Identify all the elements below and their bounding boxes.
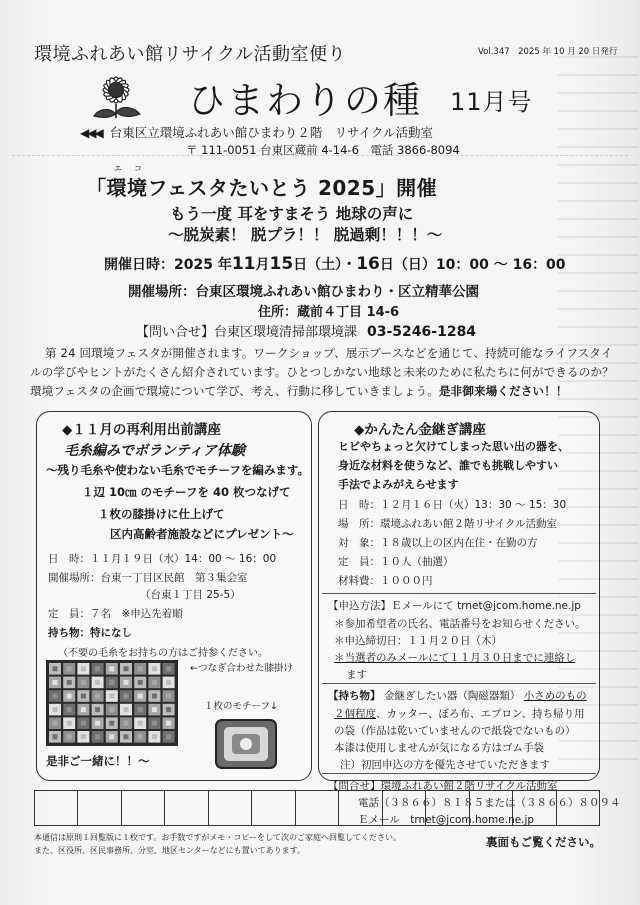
ruby-e: エ [114, 164, 123, 173]
bring-1a: 金継ぎしたい器（陶磁器類） [383, 690, 521, 702]
see-back-note: 裏面もご覧ください。 [486, 835, 601, 849]
apply-note3: ＊当選者のみメールにて１１月３０日までに連絡し [334, 652, 576, 664]
kintsugi-contact: 【問合せ】環境ふれあい館２階リサイクル活動室 [328, 780, 558, 792]
apply-note2: ＊申込締切日：１１月２０日（木） [334, 635, 502, 647]
blanket-caption: ←つなぎ合わせた膝掛け [190, 663, 293, 674]
kintsugi-date: 日 時：１２月１６日（火）13：30 〜 15：30 [338, 499, 567, 511]
bring-line4: 本漆は使用しませんが気になる方はゴム手袋 [334, 742, 544, 754]
festa-subtitle: もう一度 耳をすまそう 地球の声に [170, 205, 414, 223]
divider [322, 683, 596, 684]
date-tail: 日（日）10：00 〜 16：00 [379, 257, 566, 273]
knitted-blanket-image [46, 660, 178, 746]
footer-note2: また、区役所、区民事務所、分室、地区センターなどにも置いてあります。 [34, 846, 306, 855]
knit-line2: 〜残り毛糸や使わない毛糸でモチーフを編みます。 [46, 463, 310, 477]
apply-email[interactable]: trnet@jcom.home.ne.jp [457, 600, 581, 612]
footer-note1: 本通信は原則１回覧版に１枚です。お手数ですがメモ・コピーをして次のご家庭へ回覧してください。 [34, 833, 402, 842]
festa-place: 開催場所：台東区環境ふれあい館ひまわり・区立精華公園 [128, 284, 479, 300]
email-label: Ｅメール [358, 814, 400, 826]
kintsugi-lead1: ヒビやちょっと欠けてしまった思い出の器を、 [338, 440, 569, 453]
postal-address: 〒 111-0051 台東区蔵前 4-14-6 電話 3866-8094 [186, 143, 460, 157]
sunflower-icon [88, 68, 146, 120]
join-us: 是非ご一緒に！！〜 [46, 754, 150, 768]
date-label: 開催日時：2025 年 [104, 257, 232, 273]
bring-2b: 、カッター、ぼろ布、エプロン、持ち帰り用 [376, 708, 585, 720]
bring-line3: の袋（作品は乾いていませんので紙袋でないもの） [334, 725, 576, 737]
bring-2a: ２個程度 [334, 708, 376, 720]
knitted-motif-image [214, 718, 278, 770]
date-day1: 15 [269, 254, 294, 274]
apply-note1: ＊参加希望者の氏名、電話番号をお知らせください。 [334, 618, 586, 630]
date-mid: 日（土）・ [293, 257, 357, 273]
knit-place: 開催場所：台東一丁目区民館 第３集会室 [48, 572, 248, 584]
date-month: 11 [231, 254, 256, 274]
festa-contact [136, 321, 476, 340]
org-line [80, 123, 433, 141]
stamp-cell [383, 791, 426, 825]
bring-label: 【持ち物】 [328, 690, 381, 702]
masthead-title: ひまわりの種 [188, 79, 422, 122]
stamp-cell [339, 791, 382, 825]
apply-label: 【申込方法】Ｅメールにて [328, 600, 454, 612]
reuse-workshop-heading: ◆１１月の再利用出前講座 [62, 422, 221, 438]
kintsugi-capacity: 定 員：１０人（抽選） [338, 556, 454, 568]
contact-tel: 03-5246-1284 [367, 324, 477, 340]
festa-title [86, 164, 438, 201]
bring-1b: 小さめのもの [523, 690, 587, 702]
knit-note1: （不要の毛糸をお持ちの方はご持参ください。 [58, 648, 268, 659]
contact-label: 【問い合せ】台東区環境清掃部環境課 [136, 325, 358, 340]
kintsugi-contact-tel: 電話（３８６６）８１８５または（３８６６）８０９４ [358, 797, 621, 809]
festa-address: 住所：蔵前４丁目 14-6 [258, 305, 400, 320]
org-name: 台東区立環境ふれあい館ひまわり２階 リサイクル活動室 [109, 125, 433, 140]
stamp-cell [513, 791, 556, 825]
arrow-bullets-icon: ◀◀◀ [80, 126, 102, 140]
festa-slogan: 〜脱炭素！ 脱プラ！！ 脱過剰！！！〜 [168, 226, 443, 244]
kintsugi-target: 対 象：１８歳以上の区内在住・在勤の方 [338, 537, 538, 549]
contact-email[interactable]: trnet@jcom.home.ne.jp [410, 814, 535, 826]
circulation-stamp-grid [34, 790, 600, 826]
festa-intro [30, 344, 618, 401]
kintsugi-place: 場 所：環境ふれあい館２階リサイクル活動室 [338, 518, 558, 530]
kintsugi-lead2: 身近な材料を使うなど、誰でも挑戦しやすい [338, 459, 558, 472]
divider [322, 773, 596, 774]
kintsugi-fee: 材料費：１０００円 [338, 575, 433, 587]
motif-caption: １枚のモチーフ↓ [204, 701, 278, 712]
bring-line5: 注）初回申込の方を優先させていただきます [340, 759, 550, 771]
kintsugi-heading: ◆かんたん金継ぎ講座 [354, 422, 486, 438]
bring-line1 [328, 688, 587, 703]
date-day2: 16 [356, 254, 380, 274]
stamp-cell [252, 791, 295, 825]
issue-month: 11月号 [450, 88, 533, 116]
series-title: 環境ふれあい館リサイクル活動室便り [34, 44, 346, 65]
knit-line5: 区内高齢者施設などにプレゼント〜 [110, 527, 294, 541]
date-month-suffix: 月 [255, 257, 270, 273]
knit-line4: １枚の膝掛けに仕上げて [98, 507, 225, 521]
stamp-cell [78, 791, 121, 825]
knit-line3: １辺 10㎝ のモチーフを 40 枚つなげて [82, 485, 291, 499]
stamp-cell [557, 791, 599, 825]
intro-call: 是非御来場ください！！ [438, 384, 568, 398]
stamp-cell [470, 791, 513, 825]
knit-bring: 持ち物：特になし [48, 627, 132, 639]
knit-capacity: 定 員：７名 ※申込先着順 [48, 608, 183, 620]
bring-line2 [334, 706, 585, 721]
kintsugi-lead3: 手法でよみがえらせます [338, 478, 459, 491]
knit-date: 日 時：１１月１９日（水）14：00 〜 16：00 [48, 553, 277, 565]
stamp-cell [296, 791, 339, 825]
divider [322, 593, 596, 594]
stamp-cell [35, 791, 78, 825]
stamp-cell [209, 791, 252, 825]
knit-place-address: （台東１丁目 25-5） [140, 589, 241, 601]
ruby-ko: コ [134, 164, 143, 173]
festa-title-text: 「環境フェスタたいとう 2025」開催 [86, 176, 438, 200]
apply-note4: ます [346, 669, 367, 681]
stamp-cell [165, 791, 208, 825]
stamp-cell [122, 791, 165, 825]
intro-text: 第 24 回環境フェスタが開催されます。ワークショップ、展示ブースなどを通じて、持続可能なライフスタイルの学びやヒントがたくさん紹介されています。ひとつしかない地球と未来のために私たちに何ができるのか？環境フェスタの企画で環境について学び、考え、行動に移していきましょう。 [30, 346, 614, 398]
knit-title: 毛糸編みでボランティア体験 [64, 443, 245, 459]
volume-date: Vol.347 2025 年 10 月 20 日発行 [478, 47, 618, 57]
divider [12, 155, 628, 156]
festa-date [104, 254, 566, 274]
apply-method [328, 598, 581, 613]
stamp-cell [426, 791, 469, 825]
